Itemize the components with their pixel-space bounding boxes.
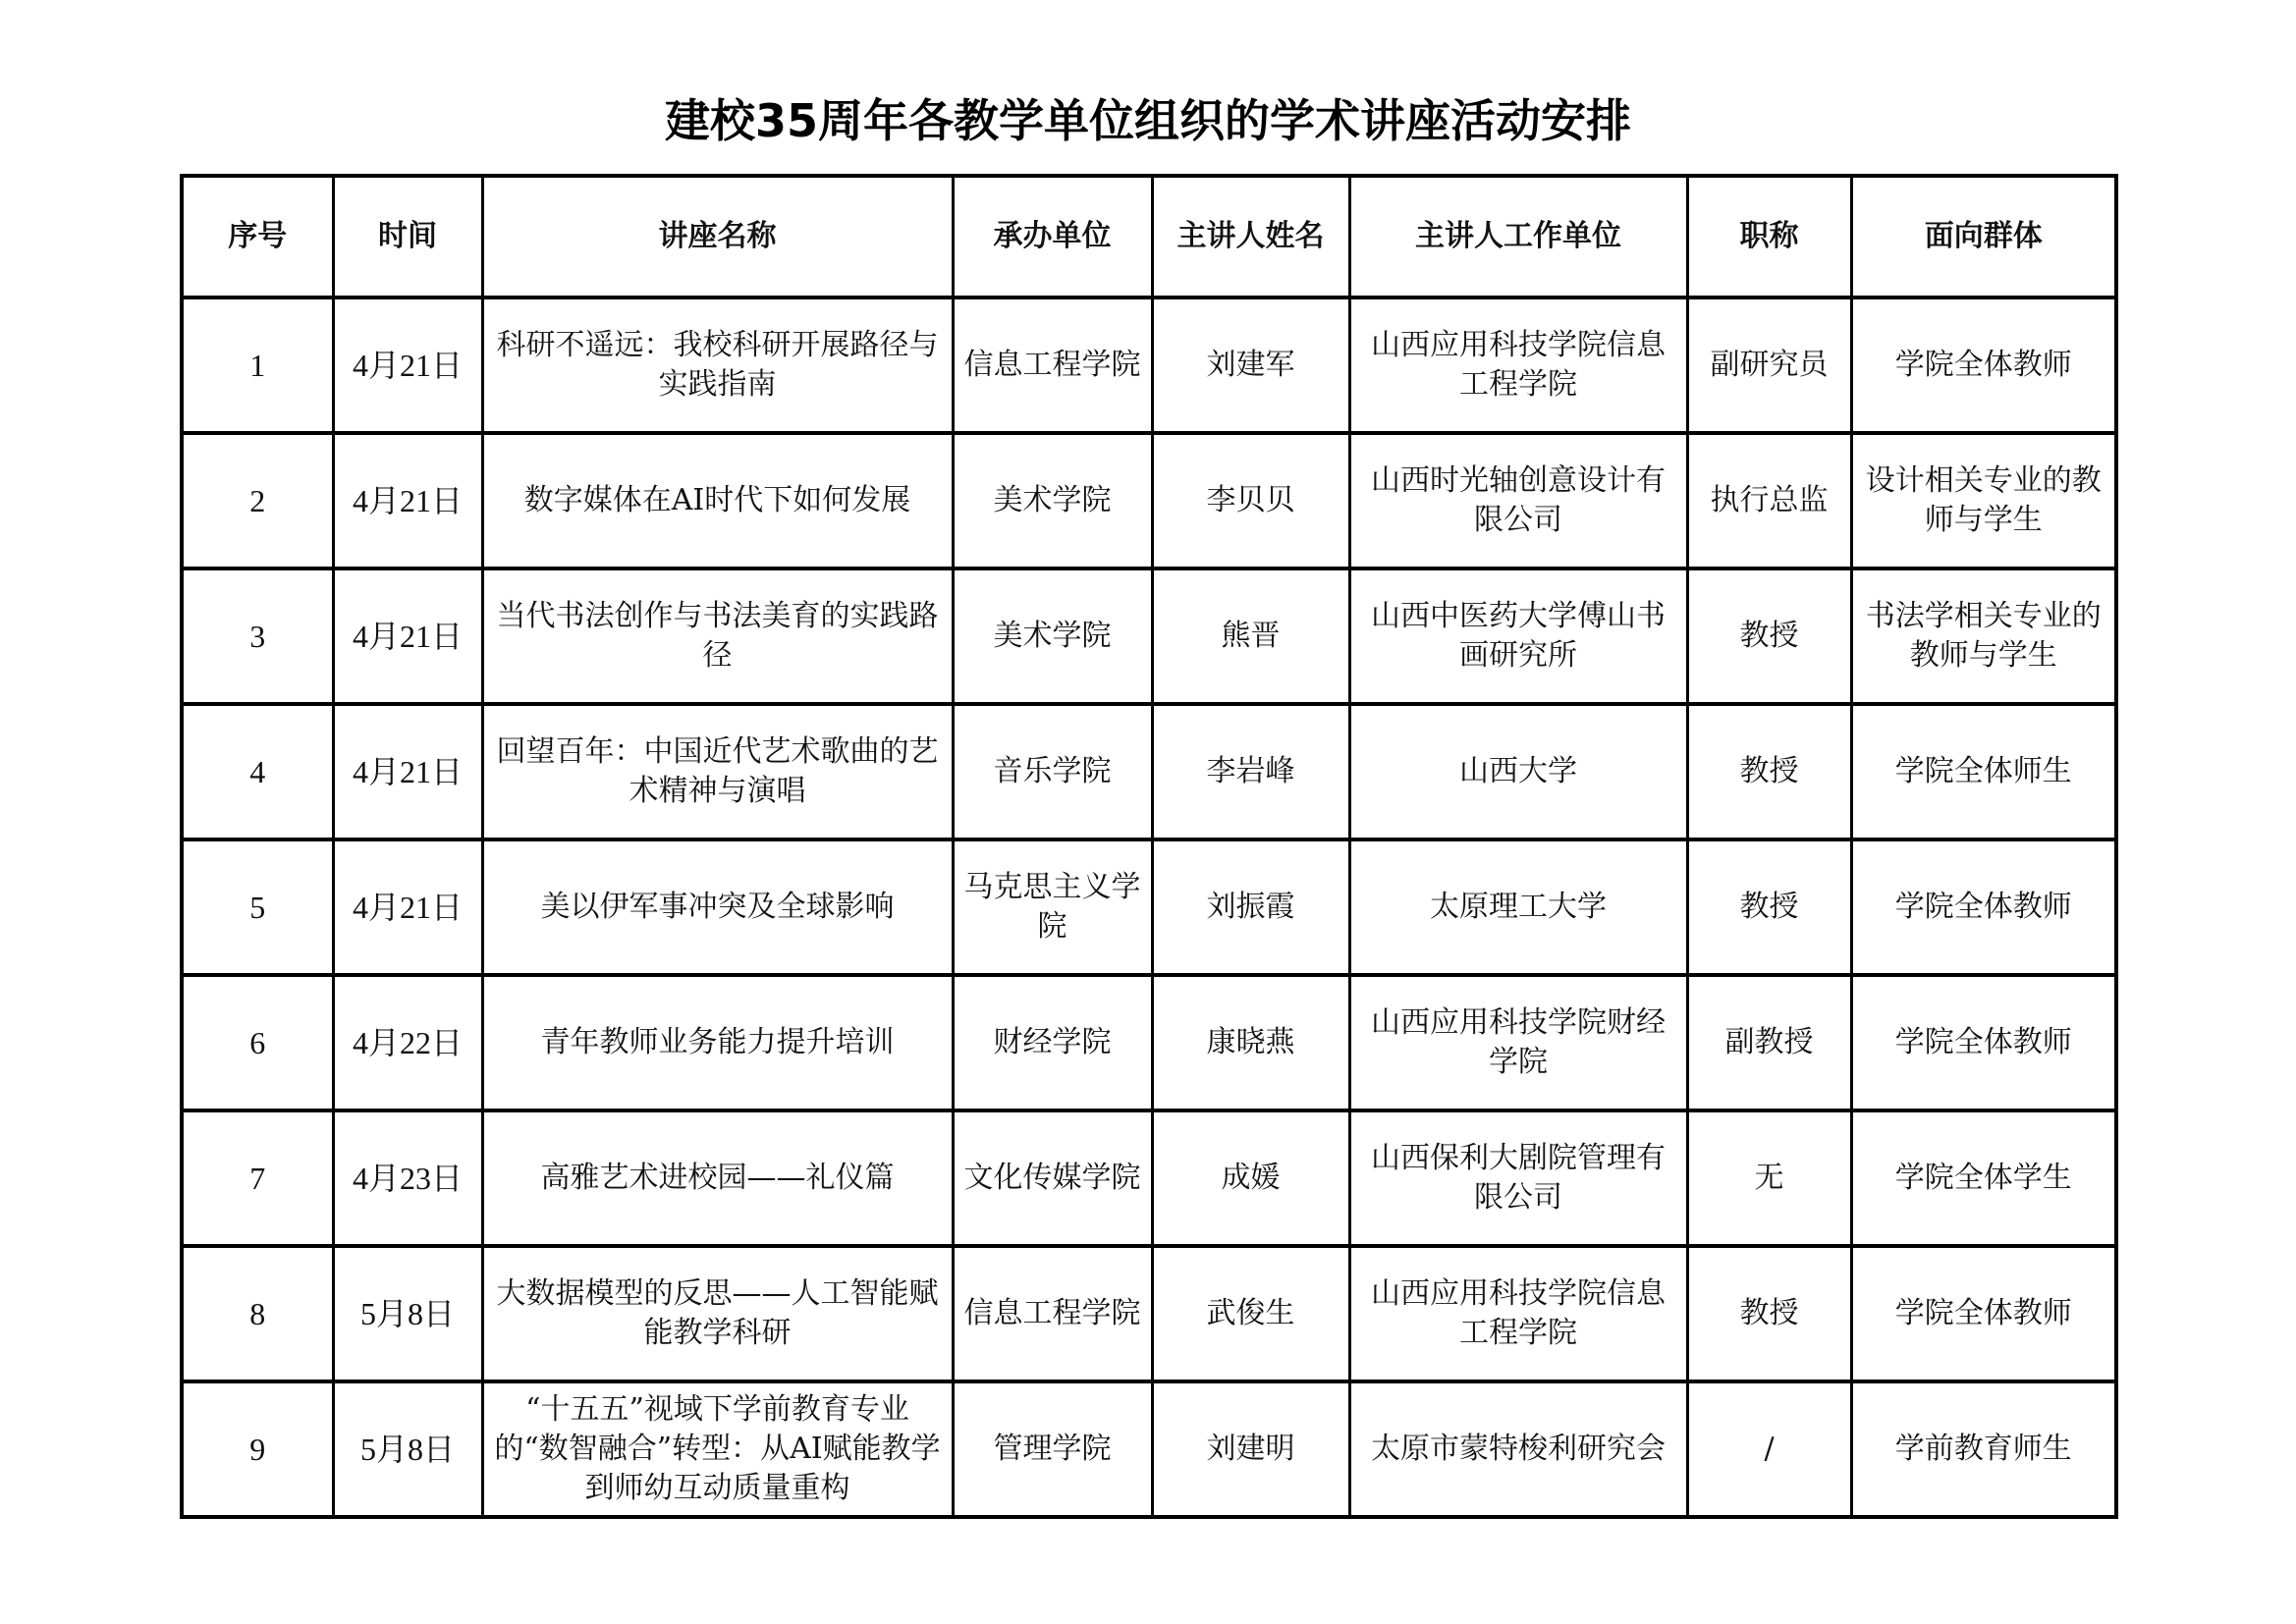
- column-header-title: 讲座名称: [482, 176, 953, 298]
- table-row: [182, 1381, 2116, 1517]
- cell-seq: 6: [182, 975, 333, 1110]
- cell-rank: 无: [1687, 1110, 1851, 1246]
- cell-speaker: 熊晋: [1152, 568, 1349, 704]
- cell-audience: 学院全体教师: [1851, 975, 2116, 1110]
- cell-date: 4月22日: [333, 975, 482, 1110]
- cell-title: 当代书法创作与书法美育的实践路径: [482, 568, 953, 704]
- column-header-affiliation: 主讲人工作单位: [1349, 176, 1687, 298]
- cell-affiliation: 山西大学: [1349, 704, 1687, 839]
- cell-title: 青年教师业务能力提升培训: [482, 975, 953, 1110]
- cell-audience: 学院全体教师: [1851, 298, 2116, 433]
- cell-host: 美术学院: [953, 568, 1152, 704]
- cell-title: 数字媒体在AI时代下如何发展: [482, 433, 953, 568]
- cell-host: 美术学院: [953, 433, 1152, 568]
- table-row: [182, 975, 2116, 1110]
- cell-host: 马克思主义学院: [953, 839, 1152, 975]
- cell-speaker: 武俊生: [1152, 1246, 1349, 1381]
- cell-audience: 学院全体师生: [1851, 704, 2116, 839]
- cell-date: 4月23日: [333, 1110, 482, 1246]
- table-row: [182, 568, 2116, 704]
- cell-host: 音乐学院: [953, 704, 1152, 839]
- cell-audience: 学前教育师生: [1851, 1381, 2116, 1517]
- cell-audience: 学院全体教师: [1851, 839, 2116, 975]
- column-header-seq: 序号: [182, 176, 333, 298]
- cell-date: 4月21日: [333, 568, 482, 704]
- column-header-rank: 职称: [1687, 176, 1851, 298]
- cell-seq: 8: [182, 1246, 333, 1381]
- table-row: [182, 704, 2116, 839]
- cell-host: 信息工程学院: [953, 298, 1152, 433]
- cell-speaker: 李贝贝: [1152, 433, 1349, 568]
- cell-date: 5月8日: [333, 1381, 482, 1517]
- cell-speaker: 康晓燕: [1152, 975, 1349, 1110]
- column-header-host: 承办单位: [953, 176, 1152, 298]
- column-header-date: 时间: [333, 176, 482, 298]
- cell-audience: 设计相关专业的教师与学生: [1851, 433, 2116, 568]
- cell-date: 5月8日: [333, 1246, 482, 1381]
- cell-affiliation: 山西中医药大学傅山书画研究所: [1349, 568, 1687, 704]
- cell-audience: 书法学相关专业的教师与学生: [1851, 568, 2116, 704]
- cell-rank: /: [1687, 1381, 1851, 1517]
- cell-affiliation: 山西保利大剧院管理有限公司: [1349, 1110, 1687, 1246]
- cell-audience: 学院全体学生: [1851, 1110, 2116, 1246]
- cell-title: 大数据模型的反思——人工智能赋能教学科研: [482, 1246, 953, 1381]
- lecture-schedule-table: [180, 174, 2118, 1519]
- column-header-audience: 面向群体: [1851, 176, 2116, 298]
- cell-affiliation: 山西应用科技学院信息工程学院: [1349, 1246, 1687, 1381]
- cell-seq: 4: [182, 704, 333, 839]
- cell-seq: 9: [182, 1381, 333, 1517]
- cell-seq: 2: [182, 433, 333, 568]
- cell-rank: 教授: [1687, 839, 1851, 975]
- cell-title: 科研不遥远：我校科研开展路径与实践指南: [482, 298, 953, 433]
- cell-host: 信息工程学院: [953, 1246, 1152, 1381]
- cell-speaker: 李岩峰: [1152, 704, 1349, 839]
- cell-affiliation: 山西应用科技学院财经学院: [1349, 975, 1687, 1110]
- cell-seq: 7: [182, 1110, 333, 1246]
- cell-host: 财经学院: [953, 975, 1152, 1110]
- cell-date: 4月21日: [333, 298, 482, 433]
- cell-affiliation: 太原理工大学: [1349, 839, 1687, 975]
- cell-seq: 5: [182, 839, 333, 975]
- cell-title: “十五五”视域下学前教育专业的“数智融合”转型：从AI赋能教学到师幼互动质量重构: [482, 1381, 953, 1517]
- table-row: [182, 433, 2116, 568]
- table-row: [182, 1246, 2116, 1381]
- cell-date: 4月21日: [333, 433, 482, 568]
- table-row: [182, 1110, 2116, 1246]
- cell-rank: 副教授: [1687, 975, 1851, 1110]
- cell-rank: 教授: [1687, 704, 1851, 839]
- cell-rank: 教授: [1687, 1246, 1851, 1381]
- cell-speaker: 刘振霞: [1152, 839, 1349, 975]
- cell-title: 回望百年：中国近代艺术歌曲的艺术精神与演唱: [482, 704, 953, 839]
- cell-affiliation: 山西时光轴创意设计有限公司: [1349, 433, 1687, 568]
- cell-title: 美以伊军事冲突及全球影响: [482, 839, 953, 975]
- table-row: [182, 298, 2116, 433]
- cell-title: 高雅艺术进校园——礼仪篇: [482, 1110, 953, 1246]
- cell-speaker: 刘建军: [1152, 298, 1349, 433]
- table-header-row: [182, 176, 2116, 298]
- cell-speaker: 成媛: [1152, 1110, 1349, 1246]
- cell-seq: 3: [182, 568, 333, 704]
- cell-rank: 副研究员: [1687, 298, 1851, 433]
- cell-date: 4月21日: [333, 704, 482, 839]
- cell-date: 4月21日: [333, 839, 482, 975]
- cell-host: 文化传媒学院: [953, 1110, 1152, 1246]
- table-row: [182, 839, 2116, 975]
- cell-rank: 教授: [1687, 568, 1851, 704]
- cell-affiliation: 山西应用科技学院信息工程学院: [1349, 298, 1687, 433]
- cell-rank: 执行总监: [1687, 433, 1851, 568]
- column-header-speaker: 主讲人姓名: [1152, 176, 1349, 298]
- cell-audience: 学院全体教师: [1851, 1246, 2116, 1381]
- cell-seq: 1: [182, 298, 333, 433]
- cell-host: 管理学院: [953, 1381, 1152, 1517]
- cell-speaker: 刘建明: [1152, 1381, 1349, 1517]
- page-title: 建校35周年各教学单位组织的学术讲座活动安排: [664, 94, 1631, 147]
- cell-affiliation: 太原市蒙特梭利研究会: [1349, 1381, 1687, 1517]
